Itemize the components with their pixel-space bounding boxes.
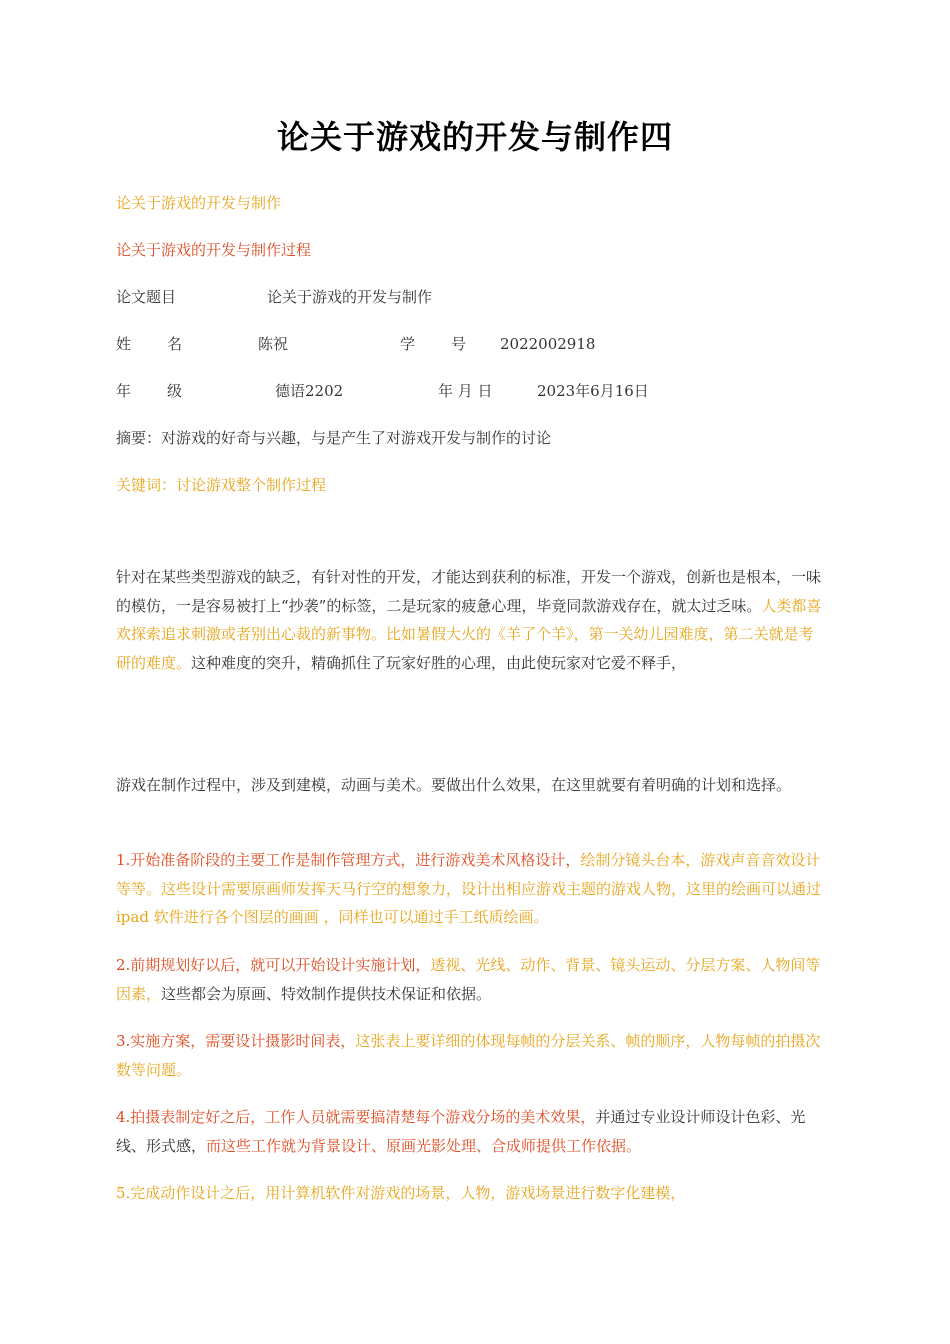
p1-sentence-3: 这种难度的突升，精确抓住了玩家好胜的心理，由此使玩家对它爱不释手， xyxy=(191,654,687,673)
name-label-char-1: 姓 xyxy=(116,335,132,353)
date-value: 2023年6月16日 xyxy=(537,382,649,400)
paragraph-2: 游戏在制作过程中，涉及到建模，动画与美术。要做出什么效果，在这里就要有着明确的计划和选择。 xyxy=(116,776,792,794)
item4-part-a: 4.拍摄表制定好之后，工作人员就需要搞清楚每个游戏分场的美术效果， xyxy=(116,1108,596,1126)
list-item-2 xyxy=(116,951,828,1008)
topic-value: 论关于游戏的开发与制作 xyxy=(267,288,433,306)
abstract: 摘要：对游戏的好奇与兴趣，与是产生了对游戏开发与制作的讨论 xyxy=(116,429,552,447)
grade-label-char-2: 级 xyxy=(167,382,183,400)
name-id-row xyxy=(116,334,828,354)
id-label-char-2: 号 xyxy=(451,335,467,353)
document-title: 论关于游戏的开发与制作四 xyxy=(276,118,673,156)
item2-part-b: 透视、光线、动作、背景、镜头运动、分层方案、人物间等因素， xyxy=(116,956,821,1003)
grade-value: 德语2202 xyxy=(275,382,344,400)
name-label-char-2: 名 xyxy=(167,335,183,353)
subtitle-1: 论关于游戏的开发与制作 xyxy=(116,194,282,212)
topic-row xyxy=(116,287,828,307)
subtitle-2: 论关于游戏的开发与制作过程 xyxy=(116,241,312,259)
paragraph-1 xyxy=(116,563,828,678)
p1-sentence-1: 针对在某些类型游戏的缺乏，有针对性的开发，才能达到获利的标准，开发一个游戏，创新也是根本，一味的模仿，一是容易被打上“抄袭”的标签，二是玩家的疲惫心理，毕竟同款游戏存在，就太过乏味。 xyxy=(116,568,822,615)
name-value: 陈祝 xyxy=(258,335,289,353)
id-value: 2022002918 xyxy=(500,335,596,353)
item4-part-c: 而这些工作就为背景设计、原画光影处理、合成师提供工作依据。 xyxy=(206,1136,642,1155)
date-label: 年 月 日 xyxy=(438,382,493,400)
list-item-5: 5.完成动作设计之后，用计算机软件对游戏的场景，人物，游戏场景进行数字化建模， xyxy=(116,1184,686,1202)
item1-part-a: 1.开始准备阶段的主要工作是制作管理方式，进行游戏美术风格设计， xyxy=(116,851,581,869)
topic-label: 论文题目 xyxy=(116,288,177,306)
grade-label-char-1: 年 xyxy=(116,382,132,400)
item3-part-a: 3.实施方案，需要设计摄影时间表， xyxy=(116,1032,356,1050)
list-item-3 xyxy=(116,1027,828,1084)
list-item-4 xyxy=(116,1103,828,1160)
list-item-1 xyxy=(116,846,828,932)
p1-sentence-2: 人类都喜欢探索追求刺激或者别出心裁的新事物。比如暑假大火的《羊了个羊》，第一关幼儿园难度，第二关就是考研的难度。 xyxy=(116,596,822,673)
keywords: 关键词：讨论游戏整个制作过程 xyxy=(116,476,327,494)
item2-part-c: 这些都会为原画、特效制作提供技术保证和依据。 xyxy=(161,984,492,1003)
id-label-char-1: 学 xyxy=(400,335,416,353)
grade-date-row xyxy=(116,381,828,401)
item4-part-b: 并通过专业设计师设计色彩、光线、形式感， xyxy=(116,1108,806,1155)
item2-part-a: 2.前期规划好以后，就可以开始设计实施计划， xyxy=(116,956,431,974)
item1-part-b: 绘制分镜头台本，游戏声音音效设计等等。这些设计需要原画师发挥天马行空的想象力，设计出相应游戏主题的游戏人物，这里的绘画可以通过 ipad 软件进行各个图层的画画 ，同样也可以通过手工纸质绘画。 xyxy=(116,851,822,927)
item3-part-b: 这张表上要详细的体现每帧的分层关系、帧的顺序，人物每帧的拍摄次数等问题。 xyxy=(116,1032,821,1079)
